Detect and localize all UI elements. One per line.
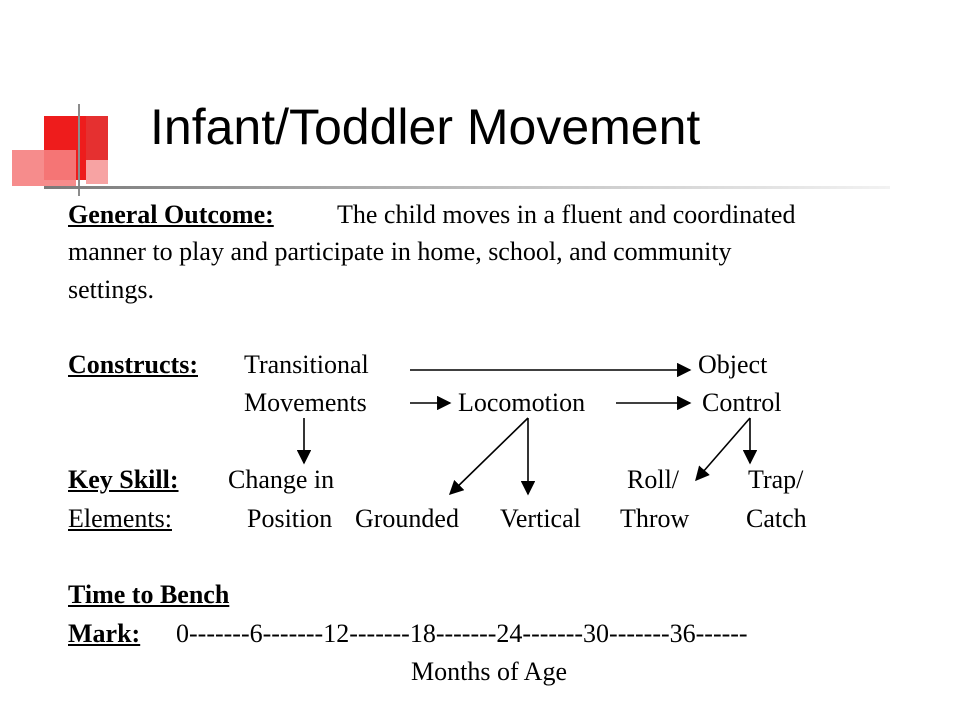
element-throw: Throw: [620, 504, 690, 533]
benchmark-scale: 0-------6-------12-------18-------24-------30-------36------: [176, 619, 748, 648]
element-trap: Trap/: [748, 465, 804, 494]
benchmark-label-1: Time to Bench: [68, 580, 230, 609]
general-outcome-text-1: The child moves in a fluent and coordinated: [337, 200, 796, 229]
construct-object: Object: [698, 350, 768, 379]
key-skill-label: Key Skill:: [68, 465, 179, 494]
element-grounded: Grounded: [355, 504, 459, 533]
construct-locomotion: Locomotion: [458, 388, 586, 417]
construct-control: Control: [702, 388, 782, 417]
construct-movements: Movements: [244, 388, 367, 417]
element-position: Position: [247, 504, 333, 533]
element-catch: Catch: [746, 504, 807, 533]
general-outcome-label: General Outcome:: [68, 200, 274, 229]
element-roll: Roll/: [627, 465, 680, 494]
constructs-label: Constructs:: [68, 350, 198, 379]
general-outcome-text-3: settings.: [68, 275, 154, 304]
elements-label: Elements:: [68, 504, 172, 533]
element-vertical: Vertical: [500, 504, 581, 533]
arrow-locomotion-to-grounded: [450, 418, 528, 494]
slide-title: Infant/Toddler Movement: [150, 99, 701, 155]
benchmark-label-2: Mark:: [68, 619, 141, 648]
general-outcome-text-2: manner to play and participate in home, school, and community: [68, 237, 732, 266]
construct-transitional: Transitional: [244, 350, 369, 379]
element-change-in: Change in: [228, 465, 335, 494]
arrow-control-to-roll: [696, 418, 750, 480]
benchmark-axis-label: Months of Age: [411, 657, 567, 686]
